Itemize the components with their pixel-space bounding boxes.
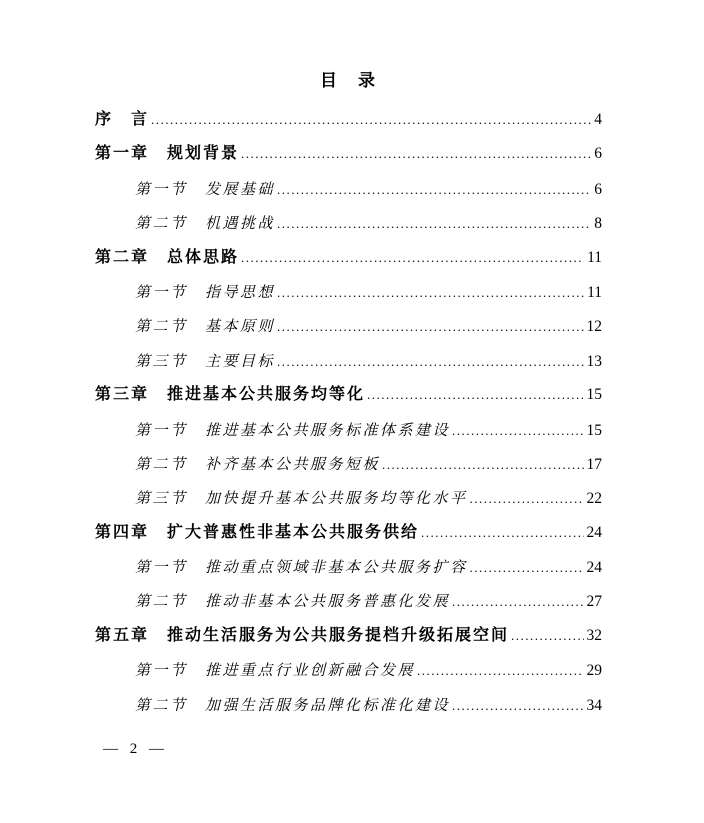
- toc-page-number: 27: [586, 593, 602, 611]
- toc-page-number: 34: [586, 696, 602, 714]
- dot-leader: [452, 689, 583, 723]
- toc-row: [95, 309, 602, 343]
- toc-page-number: 6: [594, 180, 602, 198]
- dot-leader: [452, 585, 583, 619]
- toc-page-number: 11: [587, 283, 602, 301]
- toc-entry-label: 第一节 发展基础: [135, 179, 276, 198]
- dot-leader: [241, 241, 584, 275]
- toc-row: [95, 241, 602, 275]
- toc-row: [95, 103, 602, 137]
- toc-entry-label: 第五章 推动生活服务为公共服务提档升级拓展空间: [95, 626, 510, 644]
- toc-page-number: 15: [586, 386, 602, 404]
- toc-list: [95, 103, 602, 722]
- toc-entry-label: 第三节 主要目标: [135, 351, 276, 370]
- toc-page-number: 24: [586, 523, 602, 541]
- toc-entry-label: 第二节 机遇挑战: [135, 214, 276, 233]
- toc-row: [95, 584, 602, 618]
- toc-entry-label: 第二节 推动非基本公共服务普惠化发展: [135, 592, 451, 611]
- toc-entry-label: 序 言: [95, 111, 150, 128]
- toc-page-number: 6: [594, 145, 602, 163]
- dot-leader: [241, 137, 591, 171]
- dot-leader: [382, 448, 583, 482]
- toc-row: [95, 619, 602, 653]
- toc-entry-label: 第二节 基本原则: [135, 317, 276, 336]
- dot-leader: [511, 619, 583, 653]
- toc-page-number: 12: [586, 318, 602, 336]
- toc-row: [95, 172, 602, 206]
- toc-row: [95, 550, 602, 584]
- toc-row: [95, 653, 602, 687]
- dot-leader: [417, 654, 583, 688]
- toc-entry-label: 第一章 规划背景: [95, 145, 240, 163]
- toc-page-number: 17: [586, 455, 602, 473]
- toc-entry-label: 第一节 推进重点行业创新融合发展: [135, 661, 416, 680]
- dot-leader: [452, 414, 583, 448]
- toc-page-number: 11: [587, 248, 602, 266]
- toc-entry-label: 第一节 推进基本公共服务标准体系建设: [135, 420, 451, 439]
- dot-leader: [470, 551, 584, 585]
- toc-row: [95, 516, 602, 550]
- dot-leader: [367, 378, 583, 412]
- toc-row: [95, 447, 602, 481]
- toc-entry-label: 第一节 指导思想: [135, 282, 276, 301]
- toc-entry-label: 第二节 补齐基本公共服务短板: [135, 454, 381, 473]
- dot-leader: [277, 345, 583, 379]
- toc-entry-label: 第二节 加强生活服务品牌化标准化建设: [135, 695, 451, 714]
- page-number-label: — 2 —: [103, 741, 168, 757]
- toc-page-number: 22: [586, 490, 602, 508]
- page-footer: [103, 741, 168, 758]
- toc-page-number: 8: [594, 215, 602, 233]
- toc-entry-label: 第三节 加快提升基本公共服务均等化水平: [135, 489, 468, 508]
- dot-leader: [277, 310, 583, 344]
- dot-leader: [151, 103, 591, 137]
- toc-page-number: 29: [586, 662, 602, 680]
- toc-row: [95, 378, 602, 412]
- toc-row: [95, 413, 602, 447]
- dot-leader: [277, 276, 584, 310]
- toc-title: 目 录: [320, 71, 377, 90]
- toc-entry-label: 第四章 扩大普惠性非基本公共服务供给: [95, 523, 420, 541]
- toc-row: [95, 137, 602, 171]
- toc-row: [95, 275, 602, 309]
- toc-entry-label: 第一节 推动重点领域非基本公共服务扩容: [135, 558, 468, 577]
- toc-page-number: 13: [586, 352, 602, 370]
- dot-leader: [277, 207, 591, 241]
- toc-row: [95, 481, 602, 515]
- dot-leader: [277, 173, 591, 207]
- toc-row: [95, 344, 602, 378]
- dot-leader: [421, 516, 583, 550]
- toc-entry-label: 第二章 总体思路: [95, 248, 240, 266]
- toc-page-number: 24: [586, 559, 602, 577]
- toc-entry-label: 第三章 推进基本公共服务均等化: [95, 386, 366, 404]
- toc-page-number: 4: [594, 111, 602, 128]
- toc-page-number: 32: [586, 626, 602, 644]
- toc-row: [95, 206, 602, 240]
- toc-page-number: 15: [586, 421, 602, 439]
- dot-leader: [470, 482, 584, 516]
- toc-row: [95, 688, 602, 722]
